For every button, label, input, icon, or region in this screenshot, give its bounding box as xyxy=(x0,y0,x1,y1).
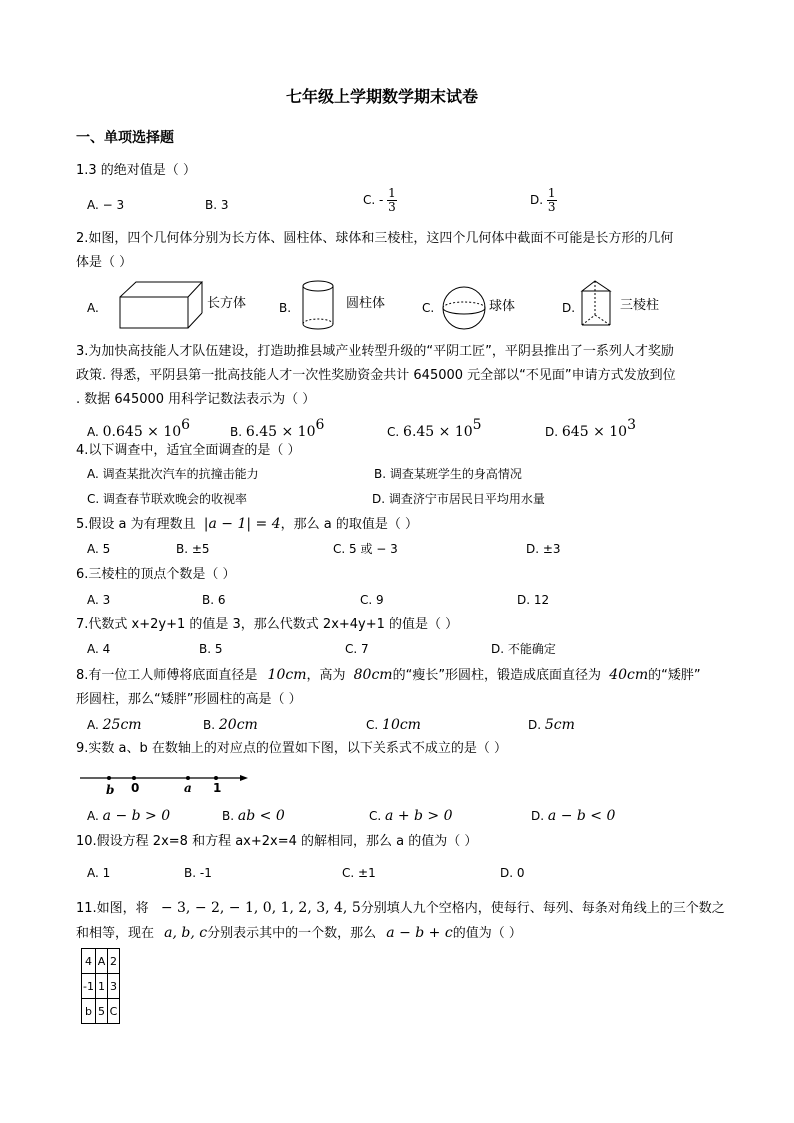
question-2-stem-line1: 2.如图，四个几何体分别为长方体、圆柱体、球体和三棱柱，这四个几何体中截面不可能是长方形的几何 xyxy=(76,231,674,246)
grid-cell: 4 xyxy=(82,949,96,974)
q6-option-a: A. 3 xyxy=(87,593,111,607)
q5-option-a: A. 5 xyxy=(87,542,111,556)
q3-option-a: A. $0.645 \times 10^6$ xyxy=(87,417,191,440)
q6-option-d: D. 12 xyxy=(517,593,550,607)
q9-option-b: B. ab < 0 xyxy=(222,808,285,824)
label-1: 1 xyxy=(213,781,222,795)
q8-option-a: A. 25cm xyxy=(87,717,142,733)
fraction: $\frac{1}{3}$ xyxy=(388,186,396,214)
q8-option-b: B. 20cm xyxy=(203,717,258,733)
q6-option-b: B. 6 xyxy=(202,593,226,607)
q7-option-a: A. 4 xyxy=(87,642,111,656)
q10-option-c: C. ±1 xyxy=(342,866,376,880)
q4-option-d: D. 调查济宁市居民日平均用水量 xyxy=(372,492,545,506)
grid-row xyxy=(82,974,120,999)
q6-option-c: C. 9 xyxy=(360,593,384,607)
grid-cell: 3 xyxy=(107,974,119,999)
q8-option-c: C. 10cm xyxy=(366,717,421,733)
q10-option-d: D. 0 xyxy=(500,866,525,880)
grid-cell: A xyxy=(95,949,107,974)
question-10-stem: 10.假设方程 2x=8 和方程 ax+2x=4 的解相同，那么 a 的值为（ ） xyxy=(76,834,478,849)
grid-cell: b xyxy=(82,999,96,1024)
sphere-figure xyxy=(441,285,487,331)
question-11-stem-line1: 11.如图，将 − 3, − 2, − 1, 0, 1, 2, 3, 4, 5分别填人九个空格内，使每行、每列、每条对角线上的三个数之 xyxy=(76,900,725,916)
question-8-stem-line1: 8.有一位工人师傅将底面直径是 10cm，高为 80cm的“瘦长”形圆柱，锻造成底面直径为 40cm的“矮胖” xyxy=(76,667,701,683)
q4-option-c: C. 调查春节联欢晚会的收视率 xyxy=(87,492,248,506)
cylinder-figure xyxy=(300,279,336,333)
question-9-stem: 9.实数 a、b 在数轴上的对应点的位置如下图，以下关系式不成立的是（ ） xyxy=(76,741,508,756)
q3-option-c: C. $6.45 \times 10^5$ xyxy=(387,417,482,440)
q7-option-c: C. 7 xyxy=(345,642,369,656)
absolute-value-expression: |a − 1| = 4 xyxy=(203,516,281,532)
question-6-stem: 6.三棱柱的顶点个数是（ ） xyxy=(76,567,236,582)
q5-option-d: D. ±3 xyxy=(526,542,561,556)
question-4-stem: 4.以下调查中，适宜全面调查的是（ ） xyxy=(76,443,301,458)
cuboid-label: 长方体 xyxy=(207,296,247,311)
q3-option-d: D. $645 \times 10^3$ xyxy=(545,417,636,440)
grid-cell: 1 xyxy=(95,974,107,999)
triangular-prism-figure xyxy=(580,279,618,333)
q9-option-d: D. a − b < 0 xyxy=(531,808,616,824)
question-7-stem: 7.代数式 x+2y+1 的值是 3，那么代数式 2x+4y+1 的值是（ ） xyxy=(76,617,459,632)
q1-option-d: D. $\frac{1}{3}$ xyxy=(530,186,556,214)
q4-option-b: B. 调查某班学生的身高情况 xyxy=(374,467,522,481)
q5-option-b: B. ±5 xyxy=(176,542,210,556)
sphere-label: 球体 xyxy=(489,299,516,314)
page-title: 七年级上学期数学期末试卷 xyxy=(286,87,479,106)
question-8-stem-line2: 形圆柱，那么“矮胖”形圆柱的高是（ ） xyxy=(76,692,302,707)
q10-option-b: B. -1 xyxy=(184,866,212,880)
q8-option-d: D. 5cm xyxy=(528,717,575,733)
label-a: a xyxy=(184,781,192,795)
grid-cell: 2 xyxy=(107,949,119,974)
question-11-stem-line2: 和相等，现在 a, b, c分别表示其中的一个数，那么 a − b + c的值为（ ） xyxy=(76,925,522,941)
q2-option-b: B. xyxy=(279,301,292,315)
q9-option-c: C. a + b > 0 xyxy=(369,808,453,824)
grid-cell: C xyxy=(107,999,119,1024)
q1-option-c: C. - $\frac{1}{3}$ xyxy=(363,186,396,214)
label-0: 0 xyxy=(131,781,140,795)
fraction: $\frac{1}{3}$ xyxy=(547,186,556,214)
q7-option-d: D. 不能确定 xyxy=(491,642,556,656)
cylinder-label: 圆柱体 xyxy=(346,296,386,311)
cuboid-figure xyxy=(118,280,204,330)
q1-option-b: B. 3 xyxy=(205,198,229,212)
question-1-stem: 1.3 的绝对值是（ ） xyxy=(76,163,196,178)
question-5-stem: 5.假设 a 为有理数且 |a − 1| = 4，那么 a 的取值是（ ） xyxy=(76,516,419,532)
section-heading: 一、单项选择题 xyxy=(76,130,174,146)
q2-option-d: D. xyxy=(562,301,576,315)
label-b: b xyxy=(106,783,115,797)
q1-option-a: A. − 3 xyxy=(87,198,125,212)
magic-square-grid xyxy=(81,948,120,1024)
q7-option-b: B. 5 xyxy=(199,642,223,656)
question-3-stem-line1: 3.为加快高技能人才队伍建设，打造助推县域产业转型升级的“平阴工匠”，平阴县推出了一系列人才奖励 xyxy=(76,344,674,359)
q3-option-b: B. $6.45 \times 10^6$ xyxy=(230,417,325,440)
question-3-stem-line3: . 数据 645000 用科学记数法表示为（ ） xyxy=(76,392,316,407)
q2-option-a: A. xyxy=(87,301,99,315)
q9-option-a: A. a − b > 0 xyxy=(87,808,171,824)
number-line-figure xyxy=(80,770,250,796)
prism-label: 三棱柱 xyxy=(620,298,660,313)
q2-option-c: C. xyxy=(422,301,435,315)
grid-row xyxy=(82,999,120,1024)
q10-option-a: A. 1 xyxy=(87,866,111,880)
q4-option-a: A. 调查某批次汽车的抗撞击能力 xyxy=(87,467,259,481)
q5-option-c: C. 5 或 − 3 xyxy=(333,542,398,556)
question-3-stem-line2: 政策. 得悉，平阴县第一批高技能人才一次性奖励资金共计 645000 元全部以“不见面”申请方式发放到位 xyxy=(76,368,676,383)
question-2-stem-line2: 体是（ ） xyxy=(76,255,133,270)
grid-row xyxy=(82,949,120,974)
grid-cell: 5 xyxy=(95,999,107,1024)
grid-cell: -1 xyxy=(82,974,96,999)
